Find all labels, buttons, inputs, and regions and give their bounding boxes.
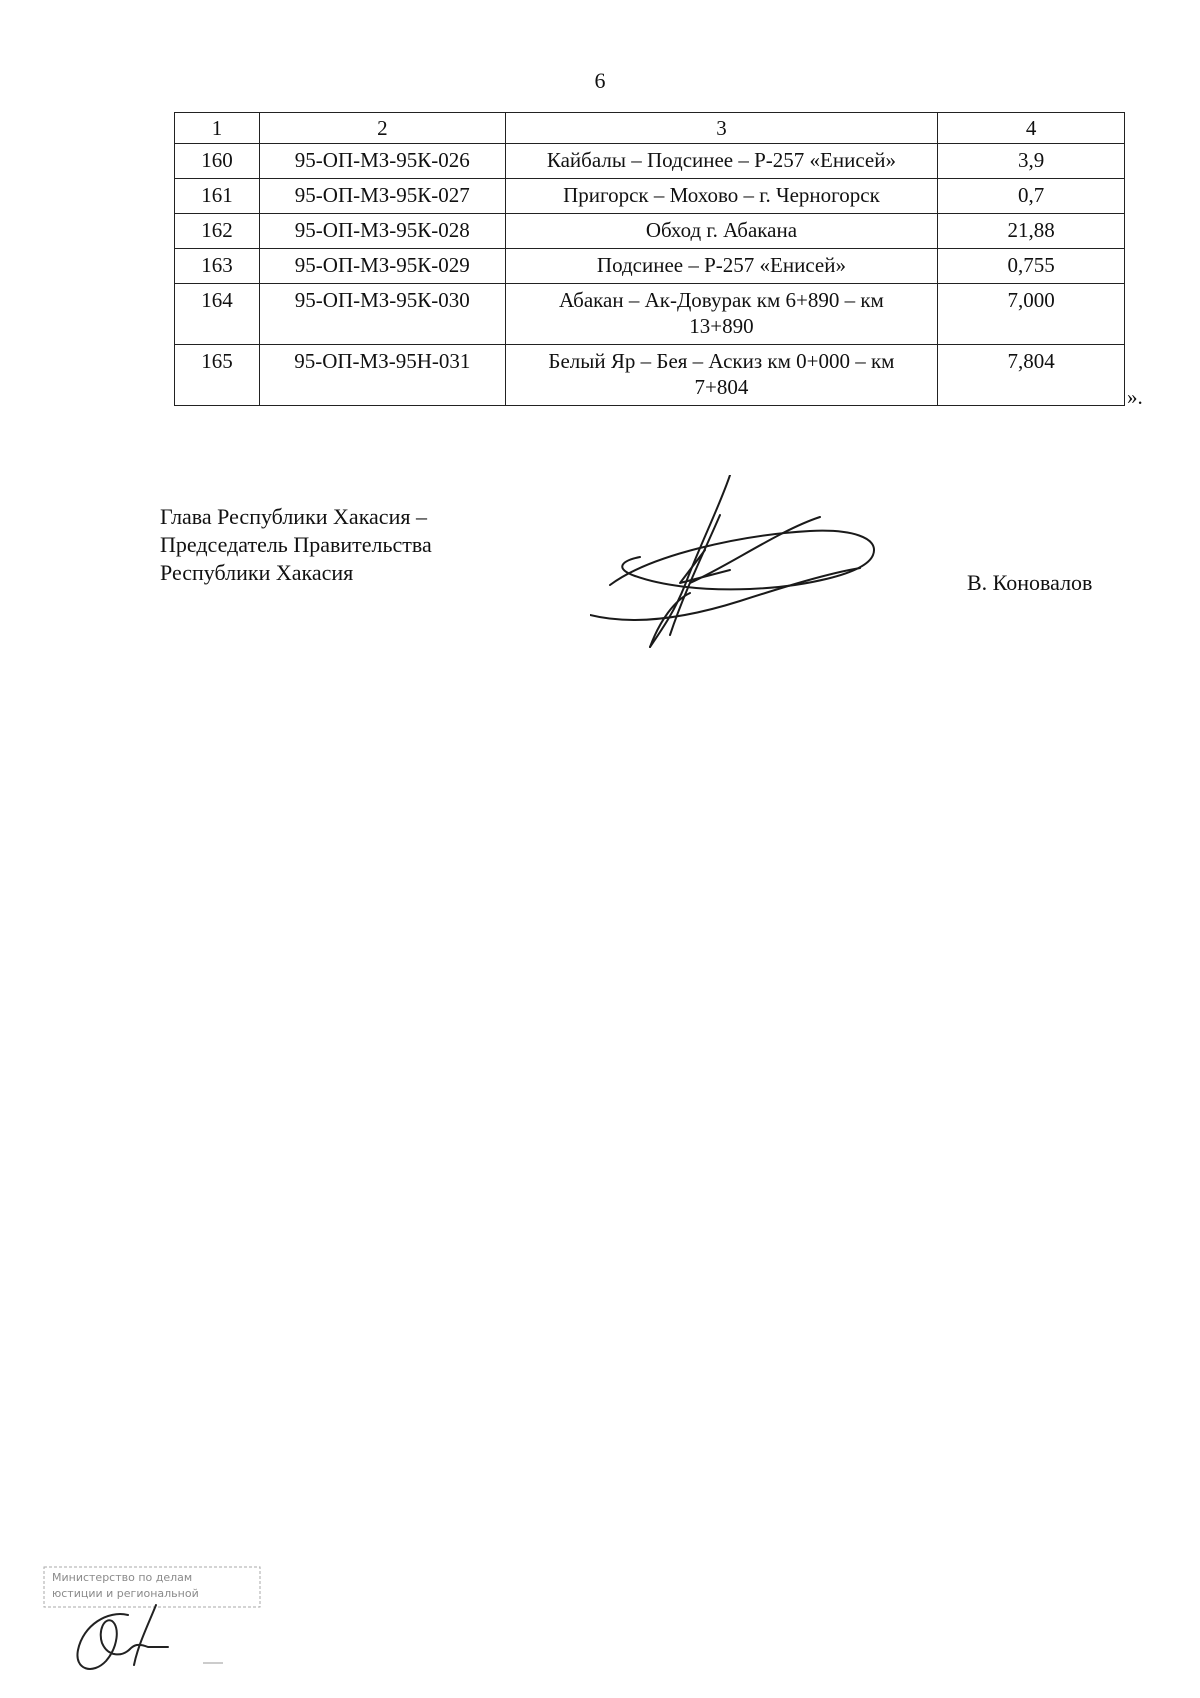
- table-row: [175, 179, 1125, 214]
- stamp-text: юстиции и региональной: [52, 1587, 199, 1600]
- road-code: 95-ОП-МЗ-95К-029: [259, 249, 505, 284]
- column-header: 2: [259, 113, 505, 144]
- signer-name: В. Коновалов: [967, 570, 1093, 595]
- column-header: 4: [938, 113, 1125, 144]
- road-code: 95-ОП-МЗ-95К-030: [259, 284, 505, 345]
- table-row: [175, 144, 1125, 179]
- road-length: 7,000: [938, 284, 1125, 345]
- road-length: 0,755: [938, 249, 1125, 284]
- page-number: 6: [594, 68, 606, 93]
- road-code: 95-ОП-МЗ-95К-027: [259, 179, 505, 214]
- closing-quote: ».: [1127, 385, 1143, 409]
- road-name: Подсинее – Р-257 «Енисей»: [505, 249, 937, 284]
- stamp-text: Министерство по делам: [52, 1571, 193, 1584]
- roads-table: [174, 112, 1125, 406]
- signatory-title-line: Председатель Правительства: [160, 532, 432, 557]
- row-number: 165: [175, 345, 260, 406]
- road-length: 3,9: [938, 144, 1125, 179]
- road-code: 95-ОП-МЗ-95Н-031: [259, 345, 505, 406]
- table-header-row: [175, 113, 1125, 144]
- table-row: [175, 284, 1125, 345]
- road-name: Абакан – Ак-Довурак км 6+890 – км 13+890: [505, 284, 937, 345]
- row-number: 163: [175, 249, 260, 284]
- table-row: [175, 249, 1125, 284]
- signatory-title-line: Глава Республики Хакасия –: [160, 504, 427, 529]
- road-length: 7,804: [938, 345, 1125, 406]
- signatory-title: [160, 503, 432, 587]
- column-header: 3: [505, 113, 937, 144]
- row-number: 160: [175, 144, 260, 179]
- row-number: 161: [175, 179, 260, 214]
- road-length: 21,88: [938, 214, 1125, 249]
- road-length: 0,7: [938, 179, 1125, 214]
- table-row: [175, 345, 1125, 406]
- table-row: [175, 214, 1125, 249]
- road-code: 95-ОП-МЗ-95К-026: [259, 144, 505, 179]
- road-name: Пригорск – Мохово – г. Черногорск: [505, 179, 937, 214]
- road-name: Обход г. Абакана: [505, 214, 937, 249]
- row-number: 164: [175, 284, 260, 345]
- road-code: 95-ОП-МЗ-95К-028: [259, 214, 505, 249]
- column-header: 1: [175, 113, 260, 144]
- road-name: Белый Яр – Бея – Аскиз км 0+000 – км 7+804: [505, 345, 937, 406]
- handwritten-signature: [590, 475, 930, 665]
- signatory-title-line: Республики Хакасия: [160, 560, 354, 585]
- registration-stamp: [38, 1565, 268, 1680]
- row-number: 162: [175, 214, 260, 249]
- road-name: Кайбалы – Подсинее – Р-257 «Енисей»: [505, 144, 937, 179]
